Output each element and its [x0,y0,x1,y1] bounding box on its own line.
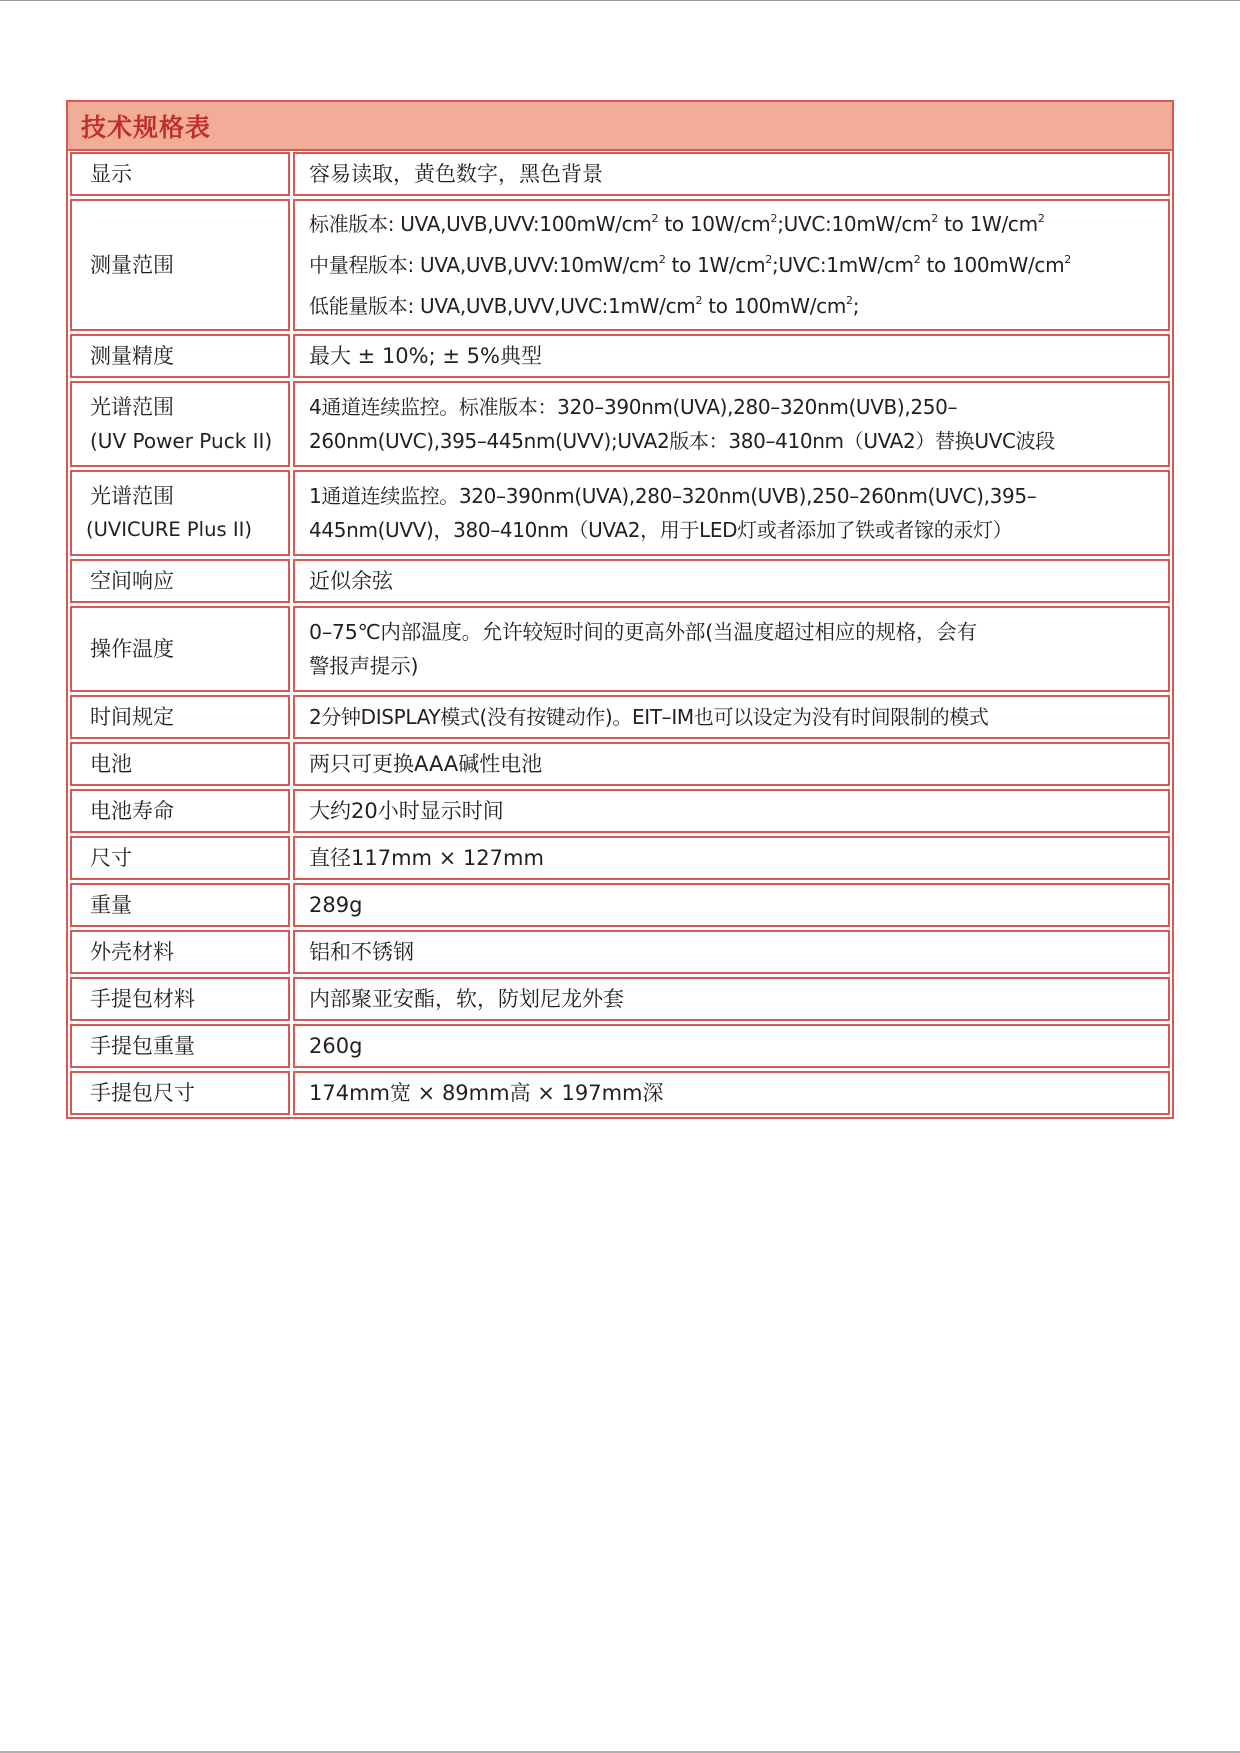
spec-value: 2分钟DISPLAY模式(没有按键动作)。EIT–IM也可以设定为没有时间限制的模式 [293,695,1170,739]
spec-row-display [70,152,1170,196]
spec-value: 0–75℃内部温度。允许较短时间的更高外部(当温度超过相应的规格，会有 警报声提示) [293,606,1170,692]
spec-label: 手提包尺寸 [70,1071,290,1115]
page-top-rule [0,0,1240,1]
spec-value: 174mm宽 × 89mm高 × 197mm深 [293,1071,1170,1115]
spec-row-battery-life [70,789,1170,833]
spec-value: 内部聚亚安酯，软，防划尼龙外套 [293,977,1170,1021]
spec-value: 直径117mm × 127mm [293,836,1170,880]
spec-label: 操作温度 [70,606,290,692]
spec-row-housing-material [70,930,1170,974]
spec-table-body [68,151,1172,1117]
spec-value: 大约20小时显示时间 [293,789,1170,833]
spec-label: 光谱范围 (UV Power Puck II) [70,381,290,467]
spec-label: 外壳材料 [70,930,290,974]
spec-value [293,199,1170,331]
spec-row-battery [70,742,1170,786]
spec-label: 测量范围 [70,199,290,331]
spec-label: 手提包材料 [70,977,290,1021]
spec-label: 手提包重量 [70,1024,290,1068]
spec-row-spectral-range-power-puck [70,381,1170,467]
range-line-mid: 中量程版本: $UVA,UVB,UVV:10mW/cm^2$ to $1W/cm^2;UVC:1mW/cm^2$ to $100mW/cm^2$ [309,252,1071,277]
spec-value: 两只可更换AAA碱性电池 [293,742,1170,786]
spec-label: 时间规定 [70,695,290,739]
spec-label: 空间响应 [70,559,290,603]
spec-label: 显示 [70,152,290,196]
spec-label: 电池寿命 [70,789,290,833]
spec-table-header [68,102,1172,151]
spec-label: 尺寸 [70,836,290,880]
spec-label: 测量精度 [70,334,290,378]
spec-label: 电池 [70,742,290,786]
spec-row-timeout [70,695,1170,739]
spec-label: 重量 [70,883,290,927]
spec-row-weight [70,883,1170,927]
spec-label: 光谱范围 (UVICURE Plus II) [70,470,290,556]
spec-row-operating-temperature [70,606,1170,692]
spec-row-dimensions [70,836,1170,880]
spec-value: 铝和不锈钢 [293,930,1170,974]
spec-value: 容易读取，黄色数字，黑色背景 [293,152,1170,196]
spec-value: 近似余弦 [293,559,1170,603]
range-line-standard: 标准版本: $UVA,UVB,UVV:100mW/cm^2$ to $10W/cm^2;UVC:10mW/cm^2$ to $1W/cm^2$ [309,211,1045,236]
spec-value: 289g [293,883,1170,927]
spec-value: 4通道连续监控。标准版本：320–390nm(UVA),280–320nm(UVB),250– 260nm(UVC),395–445nm(UVV);UVA2版本：380–410nm（UVA2）替换UVC波段 [293,381,1170,467]
spec-row-case-dimensions [70,1071,1170,1115]
spec-table [66,100,1174,1119]
spec-table-title: 技术规格表 [81,112,212,142]
spec-row-spatial-response [70,559,1170,603]
spec-value: 1通道连续监控。320–390nm(UVA),280–320nm(UVB),250–260nm(UVC),395– 445nm(UVV)，380–410nm（UVA2，用于LED灯或者添加了铁或者镓的汞灯） [293,470,1170,556]
spec-row-measurement-range [70,199,1170,331]
spec-row-accuracy [70,334,1170,378]
spec-row-case-material [70,977,1170,1021]
spec-row-spectral-range-uvicure [70,470,1170,556]
spec-value: 最大 ± 10%; ± 5%典型 [293,334,1170,378]
spec-value: 260g [293,1024,1170,1068]
spec-row-case-weight [70,1024,1170,1068]
range-line-low: 低能量版本: $UVA,UVB,UVV,UVC:1mW/cm^2$ to $100mW/cm^2$; [309,293,860,318]
